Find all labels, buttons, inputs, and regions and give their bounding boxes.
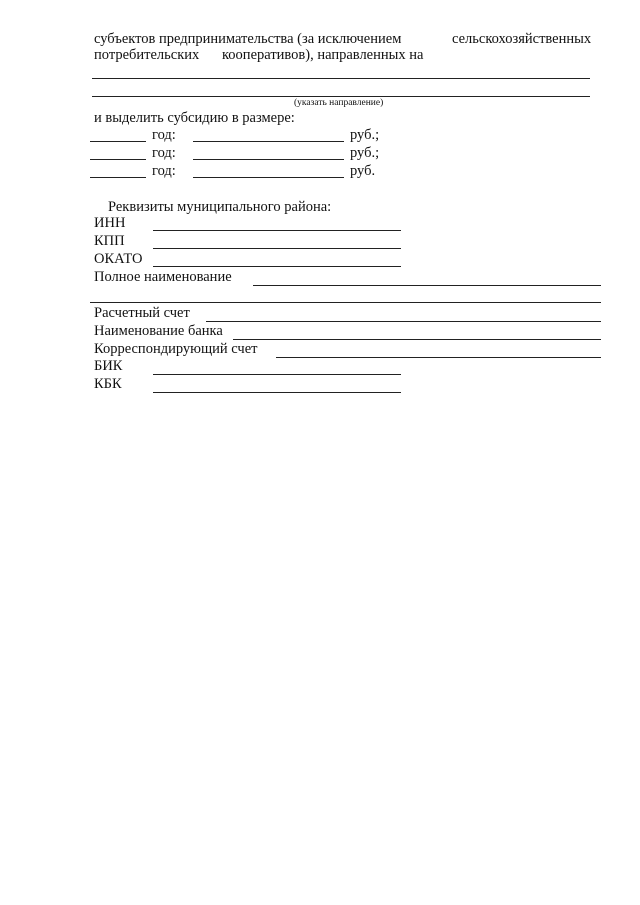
okato-field[interactable] bbox=[153, 266, 401, 267]
bik-field[interactable] bbox=[153, 374, 401, 375]
year-1-field[interactable] bbox=[90, 141, 146, 142]
kpp-label: КПП bbox=[94, 233, 125, 249]
requisites-heading: Реквизиты муниципального района: bbox=[108, 199, 332, 215]
kbk-label: КБК bbox=[94, 376, 122, 392]
account-field[interactable] bbox=[206, 321, 601, 322]
full-name-label: Полное наименование bbox=[94, 269, 232, 285]
intro-line1-left: субъектов предпринимательства (за исключением bbox=[94, 31, 402, 47]
inn-label: ИНН bbox=[94, 215, 126, 231]
year-3-label: год: bbox=[152, 163, 176, 179]
direction-line-2[interactable] bbox=[92, 96, 590, 97]
intro-line2-a: потребительских bbox=[94, 47, 200, 63]
inn-field[interactable] bbox=[153, 230, 401, 231]
bank-name-field[interactable] bbox=[233, 339, 601, 340]
year-2-field[interactable] bbox=[90, 159, 146, 160]
full-name-field[interactable] bbox=[253, 285, 601, 286]
amount-1-field[interactable] bbox=[193, 141, 344, 142]
kpp-field[interactable] bbox=[153, 248, 401, 249]
direction-line-1[interactable] bbox=[92, 78, 590, 79]
corr-account-field[interactable] bbox=[276, 357, 601, 358]
intro-line1-right: сельскохозяйственных bbox=[452, 31, 592, 47]
currency-2-label: руб.; bbox=[350, 145, 380, 161]
year-2-label: год: bbox=[152, 145, 176, 161]
currency-1-label: руб.; bbox=[350, 127, 380, 143]
okato-label: ОКАТО bbox=[94, 251, 143, 267]
amount-3-field[interactable] bbox=[193, 177, 344, 178]
corr-account-label: Корреспондирующий счет bbox=[94, 341, 258, 357]
year-3-field[interactable] bbox=[90, 177, 146, 178]
intro-line2-b: кооперативов), направленных на bbox=[222, 47, 424, 63]
subsidy-heading: и выделить субсидию в размере: bbox=[94, 110, 295, 126]
account-label: Расчетный счет bbox=[94, 305, 190, 321]
bank-name-label: Наименование банка bbox=[94, 323, 223, 339]
bik-label: БИК bbox=[94, 358, 123, 374]
full-name-field-continued[interactable] bbox=[90, 302, 601, 303]
direction-hint: (указать направление) bbox=[294, 98, 384, 108]
amount-2-field[interactable] bbox=[193, 159, 344, 160]
year-1-label: год: bbox=[152, 127, 176, 143]
currency-3-label: руб. bbox=[350, 163, 376, 179]
kbk-field[interactable] bbox=[153, 392, 401, 393]
